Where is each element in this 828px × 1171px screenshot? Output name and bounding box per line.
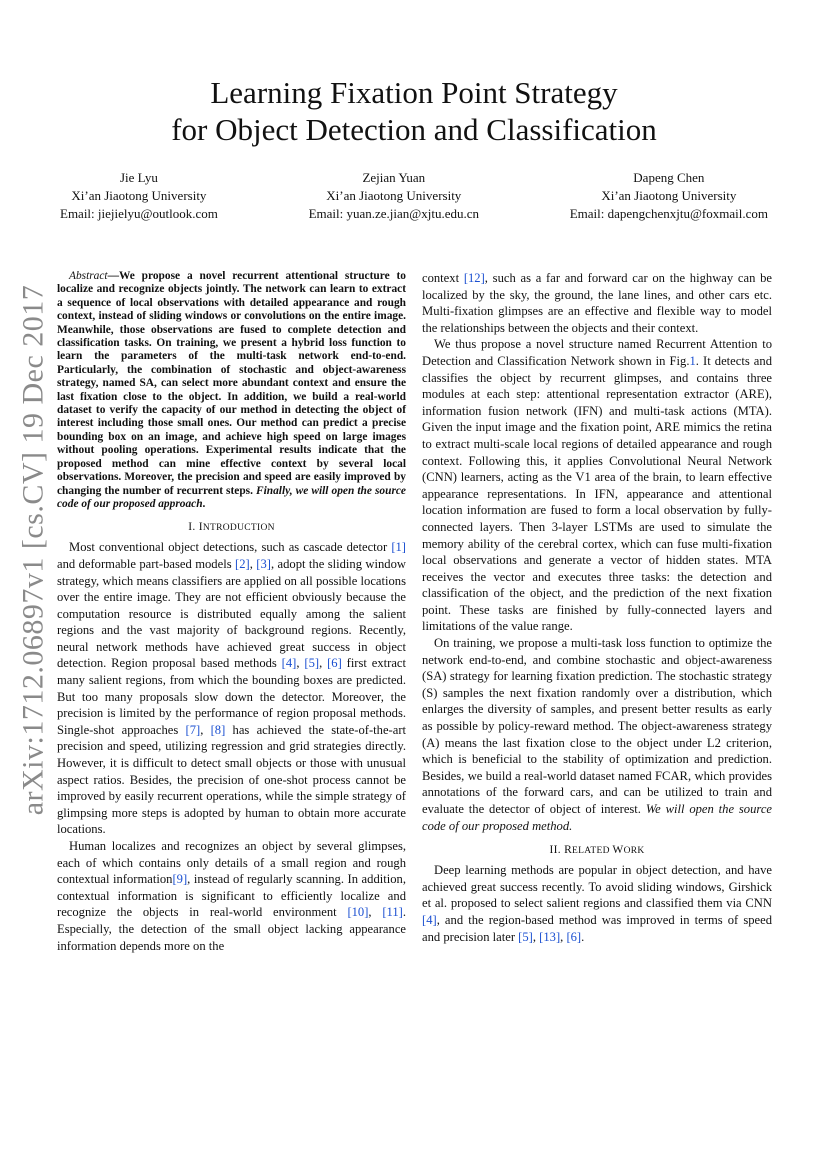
abstract-emphasis: Finally, we will open the source code of our proposed approach xyxy=(57,484,406,510)
text: Human localizes and recognizes an object by several glimpses, each of which contains only details of a small region and rough contextual information xyxy=(57,839,406,887)
text: On training, we propose a multi-task loss function to optimize the network end-to-end, and combine stochastic and object-awareness (SA) strategy for learning fixation prediction. The stochastic strategy (S) samples the next fixation randomly over a distribution, which enlarges the diversity of samples, and present better results as early as possible by policy-reward method. The object-awareness strategy (A) means the last fixation close to the object under L2 criterion, which is beneficial to the stability of optimization and prediction. Besides, we build a real-world dataset named FCAR, which provides annotations of the forward cars, and can be utilized to train and evaluate the detector of object of interest. xyxy=(422,636,772,816)
citation-link[interactable]: [7] xyxy=(185,722,201,737)
section-initial: R xyxy=(564,844,573,857)
text: , and the region-based method was improved in terms of speed and precision later xyxy=(422,912,772,944)
text: has achieved the state-of-the-art precision and speed, utilizing regression and grid strategies directly. However, it is difficult to detect small objects or those with unusual aspect ratios. Besides, the precision of one-shot process cannot be improved by easily recurrent operations, while the simple strategy of glimpsing more steps is adopted by human to obtain more accurate locations. xyxy=(57,722,407,837)
text: , adopt the sliding window strategy, which means classifiers are applied on all possible locations over the entire image. They are not efficient obviously because the computation resource is distributed equally among the salient regions and the vast majority of background regions. Recently, neural network methods have achieved great success in object detection. Region proposal based methods xyxy=(57,556,406,671)
right-paragraph-1 xyxy=(422,270,772,336)
intro-paragraph-1 xyxy=(57,539,406,838)
author-3 xyxy=(570,169,768,223)
author-affiliation: Xi’an Jiaotong University xyxy=(71,188,207,203)
text: , instead of regularly scanning. In addition, contextual information is significant to efficiently localize and recognize the objects in real-world environment xyxy=(57,872,406,920)
related-work-paragraph-1 xyxy=(422,862,772,945)
citation-link[interactable]: [6] xyxy=(327,656,342,671)
text: We thus propose a novel structure named Recurrent Attention to Detection and Classification Network shown in Fig. xyxy=(422,337,772,368)
section-rest: ORK xyxy=(623,846,645,857)
author-2 xyxy=(309,169,479,223)
section-initial: I xyxy=(198,521,203,534)
text: . xyxy=(581,929,585,944)
abstract-end: . xyxy=(202,497,206,510)
text: and deformable part-based models xyxy=(57,556,236,571)
author-name: Jie Lyu xyxy=(119,170,158,185)
author-email: Email: yuan.ze.jian@xjtu.edu.cn xyxy=(308,206,480,221)
citation-link[interactable]: [2] xyxy=(235,556,250,571)
author-affiliation: Xi’an Jiaotong University xyxy=(326,188,462,203)
title-line-2: for Object Detection and Classification xyxy=(171,112,657,147)
citation-link[interactable]: [12] xyxy=(463,271,485,285)
abstract-body: —We propose a novel recurrent attentional structure to localize and recognize objects jointly. The network can learn to extract a sequence of local observations with detailed appearance and rough context, instead of sliding windows or convolutions on the entire image. Meanwhile, those observations are fused to complete detection and classification tasks. On training, we present a hybrid loss function to learn the parameters of the multi-task network end-to-end. Particularly, the combination of stochastic and object-awareness strategy, named SA, can select more abundant context and ensure the last fixation close to the object. In addition, we build a real-world dataset to verify the capacity of our method in detecting the object of interest including those small ones. Our method can predict a precise bounding box on an image, and achieve high speed on large images without pooling operations. Experimental results indicate that the proposed method can mine effective context by several local observations. Moreover, the precision and speed are easily improved by changing the number of recurrent steps. xyxy=(57,270,406,497)
citation-link[interactable]: [5] xyxy=(518,929,533,944)
author-email: Email: dapengchenxjtu@foxmail.com xyxy=(569,206,768,221)
arxiv-stamp-text: arXiv:1712.06897v1 [cs.CV] 19 Dec 2017 xyxy=(16,284,49,816)
citation-link[interactable]: [6] xyxy=(566,929,582,944)
text: Deep learning methods are popular in object detection, and have achieved great success recently. To avoid sliding windows, Girshick et al. proposed to select salient regions and classified them via CNN xyxy=(422,863,772,911)
figure-link[interactable]: 1 xyxy=(689,353,696,368)
text: , xyxy=(368,905,383,920)
citation-link[interactable]: [4] xyxy=(422,912,437,927)
right-column xyxy=(422,270,772,945)
author-email: Email: jiejielyu@outlook.com xyxy=(60,206,218,221)
section-number: II. xyxy=(549,844,565,857)
citation-link[interactable]: [9] xyxy=(172,872,188,887)
citation-link[interactable]: [11] xyxy=(382,905,403,920)
text: , xyxy=(560,929,567,944)
abstract xyxy=(57,270,406,511)
text: , xyxy=(296,656,305,671)
text: Most conventional object detections, such as cascade detector xyxy=(69,540,392,555)
text: , xyxy=(319,656,328,671)
author-name: Zejian Yuan xyxy=(362,170,426,185)
right-paragraph-3 xyxy=(422,635,772,834)
left-column xyxy=(57,270,406,954)
text: , xyxy=(532,929,540,944)
emphasis-text: We will open the source code of our proposed method. xyxy=(422,802,773,833)
intro-paragraph-2 xyxy=(57,838,406,954)
text: context xyxy=(422,271,464,285)
section-initial: W xyxy=(612,844,624,857)
citation-link[interactable]: [4] xyxy=(281,656,297,671)
citation-link[interactable]: [10] xyxy=(347,905,369,920)
author-1 xyxy=(60,169,218,223)
citation-link[interactable]: [3] xyxy=(256,556,271,571)
section-rest: ELATED xyxy=(572,846,613,857)
citation-link[interactable]: [13] xyxy=(539,929,561,944)
text: , xyxy=(249,556,257,571)
citation-link[interactable]: [1] xyxy=(391,540,406,555)
section-heading-introduction xyxy=(57,521,406,533)
title-line-1: Learning Fixation Point Strategy xyxy=(210,75,618,110)
citation-link[interactable]: [5] xyxy=(304,656,320,671)
author-block xyxy=(60,169,768,223)
text: . It detects and classifies the object by recurrent glimpses, and contains three modules at each step: attentional representation extractor (ARE), information fusion network (IFN) and multi-task actions (MTA). Given the input image and the fixation point, ARE mimics the retina to extract multi-scale local regions of detailed appearance and rough context. Following this, it applies Convolutional Neural Network (CNN) learners, acting as the V1 area of the brain, to learn effective appearance representations. In IFN, appearance and attentional location information are fused to form a local observation by fully-connected layers. Then 3-layer LSTMs are used to simulate the memory ability of the cerebral cortex, which can fuse multi-fixation local observations and generate a vector of hidden states. MTA receives the vector and executes three tasks: the detection and classification of the object, and the prediction of the next fixation point. These tasks are finished by fully-connected layers and limitations of the value range. xyxy=(422,353,772,634)
abstract-label: Abstract xyxy=(69,270,108,282)
citation-link[interactable]: [8] xyxy=(210,722,226,737)
text: , such as a far and forward car on the highway can be localized by the sky, the ground, the lane lines, and other cars etc. Multi-fixation glimpses are an effective and flexible way to model the relationships between the objects and their context. xyxy=(422,271,773,335)
arxiv-stamp xyxy=(16,240,50,860)
text: , xyxy=(200,722,211,737)
section-number: I. xyxy=(188,521,199,534)
right-paragraph-2 xyxy=(422,336,772,635)
section-heading-related-work xyxy=(422,844,772,856)
author-name: Dapeng Chen xyxy=(633,170,705,185)
text: first extract many salient regions, from which the bounding boxes are predicted. But too many proposals slow down the detector. Moreover, the precision is limited by the performance of region proposal methods. Single-shot approaches xyxy=(57,656,407,737)
section-rest: NTRODUCTION xyxy=(202,523,275,534)
text: . Especially, the detection of the small object lacking appearance information depends more on the xyxy=(57,905,406,953)
author-affiliation: Xi’an Jiaotong University xyxy=(601,188,737,203)
paper-title xyxy=(60,74,768,148)
